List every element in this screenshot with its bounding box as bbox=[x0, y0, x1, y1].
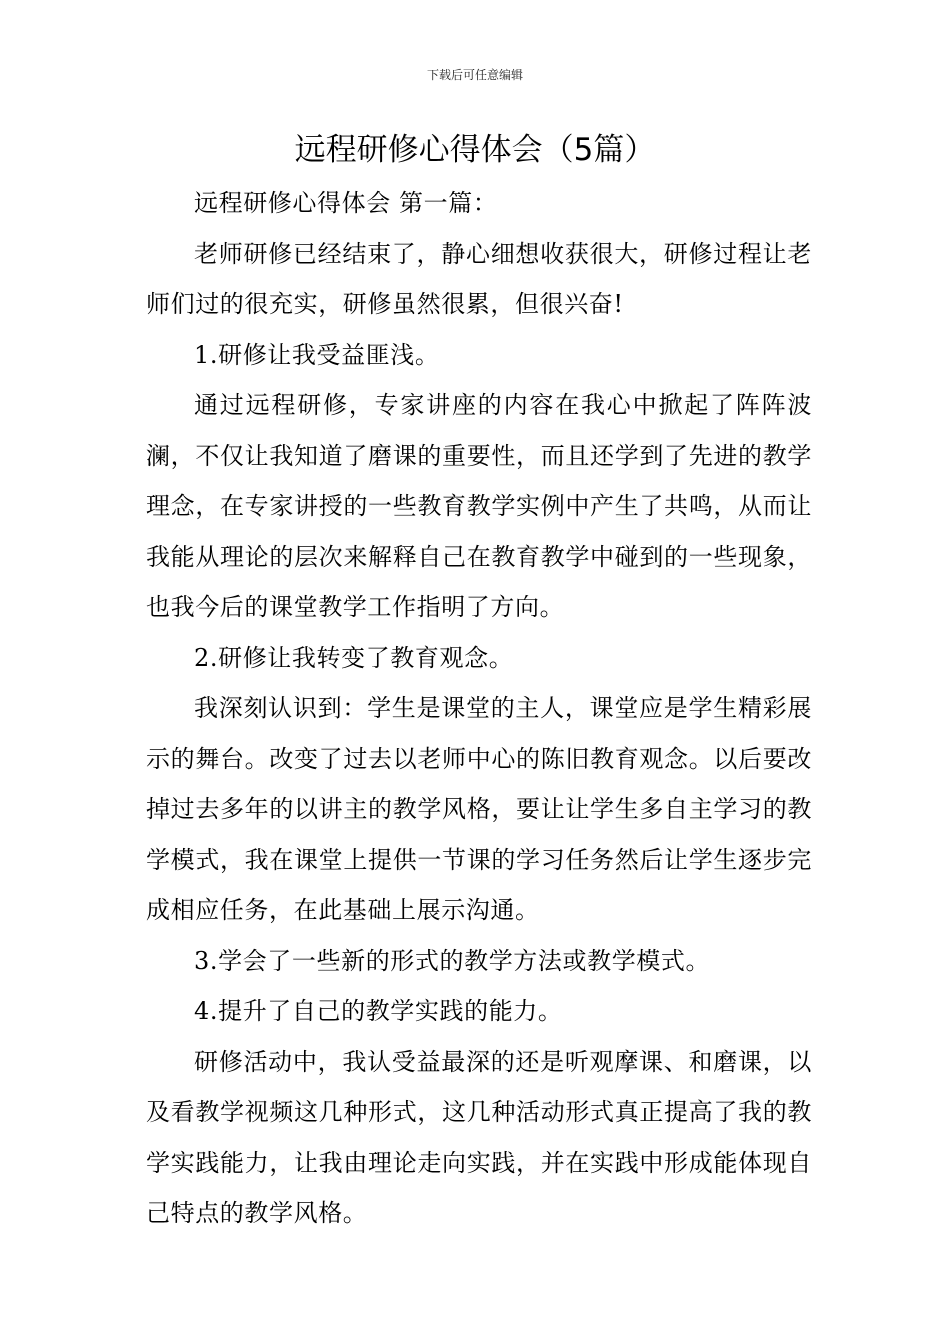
paragraph-point-1: 1.研修让我受益匪浅。 bbox=[194, 340, 440, 369]
paragraph-point-2: 2.研修让我转变了教育观念。 bbox=[194, 643, 514, 672]
document-title: 远程研修心得体会（5篇） bbox=[294, 132, 656, 168]
paragraph-intro: 老师研修已经结束了，静心细想收获很大，研修过程让老师们过的很充实，研修虽然很累，但很兴奋! bbox=[146, 239, 812, 318]
header-note: 下载后可任意编辑 bbox=[426, 68, 523, 82]
paragraph-point-1-detail: 通过远程研修，专家讲座的内容在我心中掀起了阵阵波澜，不仅让我知道了磨课的重要性，而且还学到了先进的教学理念，在专家讲授的一些教育教学实例中产生了共鸣，从而让我能从理论的层次来解释自己在教育教学中碰到的一些现象，也我今后的课堂教学工作指明了方向。 bbox=[146, 391, 812, 621]
paragraph-point-3: 3.学会了一些新的形式的教学方法或教学模式。 bbox=[194, 946, 711, 975]
paragraph-section-heading: 远程研修心得体会 第一篇： bbox=[194, 189, 498, 217]
paragraph-point-4-detail: 研修活动中，我认受益最深的还是听观摩课、和磨课，以及看教学视频这几种形式，这几种活动形式真正提高了我的教学实践能力，让我由理论走向实践，并在实践中形成能体现自己特点的教学风格。 bbox=[146, 1047, 812, 1227]
paragraph-point-4: 4.提升了自己的教学实践的能力。 bbox=[194, 997, 563, 1025]
paragraph-point-2-detail: 我深刻认识到：学生是课堂的主人，课堂应是学生精彩展示的舞台。改变了过去以老师中心的陈旧教育观念。以后要改掉过去多年的以讲主的教学风格，要让让学生多自主学习的教学模式，我在课堂上提供一节课的学习任务然后让学生逐步完成相应任务，在此基础上展示沟通。 bbox=[146, 694, 812, 924]
document-body bbox=[146, 178, 812, 1239]
